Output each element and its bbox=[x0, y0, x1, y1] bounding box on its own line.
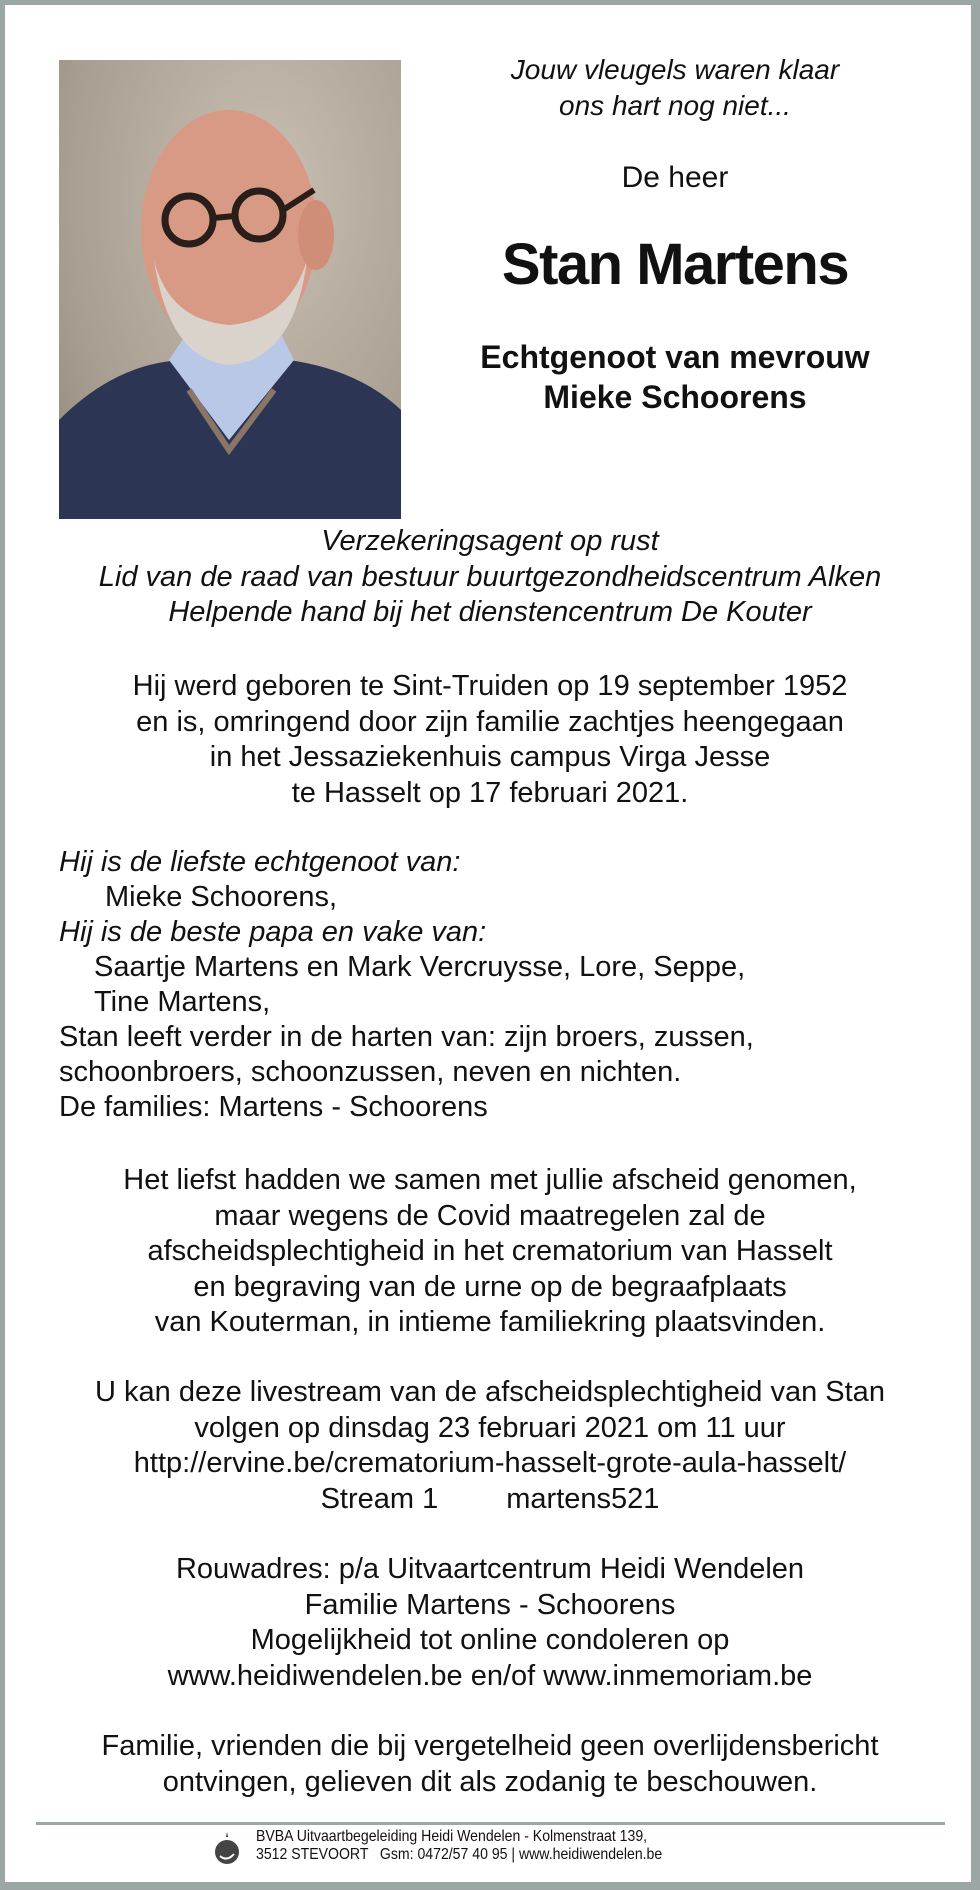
text-line: afscheidsplechtigheid in het crematorium van Hasselt bbox=[147, 1235, 833, 1267]
text-line: Familie Martens - Schoorens bbox=[304, 1588, 676, 1621]
text-line: te Hasselt op 17 februari 2021. bbox=[291, 776, 689, 809]
livestream-url[interactable]: http://ervine.be/crematorium-hasselt-grote-aula-hasselt/ bbox=[133, 1447, 847, 1479]
quote-line: ons hart nog niet... bbox=[559, 90, 791, 121]
text-line: en is, omringend door zijn familie zachtjes heengegaan bbox=[136, 705, 844, 738]
spouse-info bbox=[470, 337, 880, 417]
family bbox=[59, 845, 754, 1125]
roles bbox=[0, 524, 980, 631]
quote bbox=[470, 52, 880, 124]
footer-line: BVBA Uitvaartbegeleiding Heidi Wendelen - Kolmenstraat 139, bbox=[256, 1828, 648, 1845]
spouse-intro: Hij is de liefste echtgenoot van: bbox=[59, 846, 461, 878]
livestream bbox=[0, 1375, 980, 1517]
stream-label: Stream 1 bbox=[320, 1482, 439, 1515]
closing bbox=[0, 1729, 980, 1800]
spouse-line: Mieke Schoorens bbox=[543, 379, 807, 415]
others-line: De families: Martens - Schoorens bbox=[59, 1091, 488, 1123]
role-line: Verzekeringsagent op rust bbox=[321, 525, 659, 557]
footer-divider bbox=[36, 1822, 945, 1825]
text-line: volgen op dinsdag 23 februari 2021 om 11 uur bbox=[194, 1411, 786, 1444]
spouse-name: Mieke Schoorens, bbox=[105, 881, 338, 913]
deceased-name: Stan Martens bbox=[501, 232, 849, 297]
quote-line: Jouw vleugels waren klaar bbox=[510, 54, 840, 85]
text-line: U kan deze livestream van de afscheidsplechtigheid van Stan bbox=[95, 1376, 885, 1408]
role-line: Helpende hand bij het dienstencentrum De Kouter bbox=[168, 596, 812, 628]
text-line: maar wegens de Covid maatregelen zal de bbox=[214, 1199, 766, 1232]
portrait-photo bbox=[59, 60, 401, 519]
stream-info bbox=[0, 1482, 980, 1518]
children-line: Saartje Martens en Mark Vercruysse, Lore, Seppe, bbox=[94, 951, 746, 983]
text-line: van Kouterman, in intieme familiekring plaatsvinden. bbox=[154, 1306, 826, 1338]
birth-death bbox=[0, 669, 980, 811]
stream-code: martens521 bbox=[506, 1482, 660, 1515]
condolence-links[interactable]: www.heidiwendelen.be en/of www.inmemoriam.be bbox=[167, 1659, 813, 1692]
text-line: Rouwadres: p/a Uitvaartcentrum Heidi Wendelen bbox=[175, 1553, 805, 1585]
role-line: Lid van de raad van bestuur buurtgezondheidscentrum Alken bbox=[98, 560, 882, 593]
footer-line: 3512 STEVOORT Gsm: 0472/57 40 95 | www.heidiwendelen.be bbox=[256, 1846, 663, 1863]
children-intro: Hij is de beste papa en vake van: bbox=[59, 916, 487, 948]
text-line: Het liefst hadden we samen met jullie afscheid genomen, bbox=[123, 1164, 857, 1196]
others-line: schoonbroers, schoonzussen, neven en nichten. bbox=[59, 1056, 682, 1088]
text-line: Familie, vrienden die bij vergetelheid geen overlijdensbericht bbox=[101, 1730, 879, 1762]
text-line: Mogelijkheid tot online condoleren op bbox=[250, 1624, 730, 1656]
funeral-home-logo-icon bbox=[214, 1832, 240, 1871]
spouse-line: Echtgenoot van mevrouw bbox=[480, 339, 870, 375]
text-line: Hij werd geboren te Sint-Truiden op 19 september 1952 bbox=[132, 670, 848, 702]
address bbox=[0, 1552, 980, 1694]
others-line: Stan leeft verder in de harten van: zijn broers, zussen, bbox=[59, 1021, 754, 1053]
salutation: De heer bbox=[621, 161, 729, 194]
ceremony bbox=[0, 1163, 980, 1341]
text-line: in het Jessaziekenhuis campus Virga Jesse bbox=[209, 741, 771, 773]
children-line: Tine Martens, bbox=[94, 986, 271, 1018]
text-line: en begraving van de urne op de begraafplaats bbox=[193, 1270, 787, 1303]
footer bbox=[256, 1828, 662, 1864]
text-line: ontvingen, gelieven dit als zodanig te beschouwen. bbox=[162, 1765, 818, 1798]
